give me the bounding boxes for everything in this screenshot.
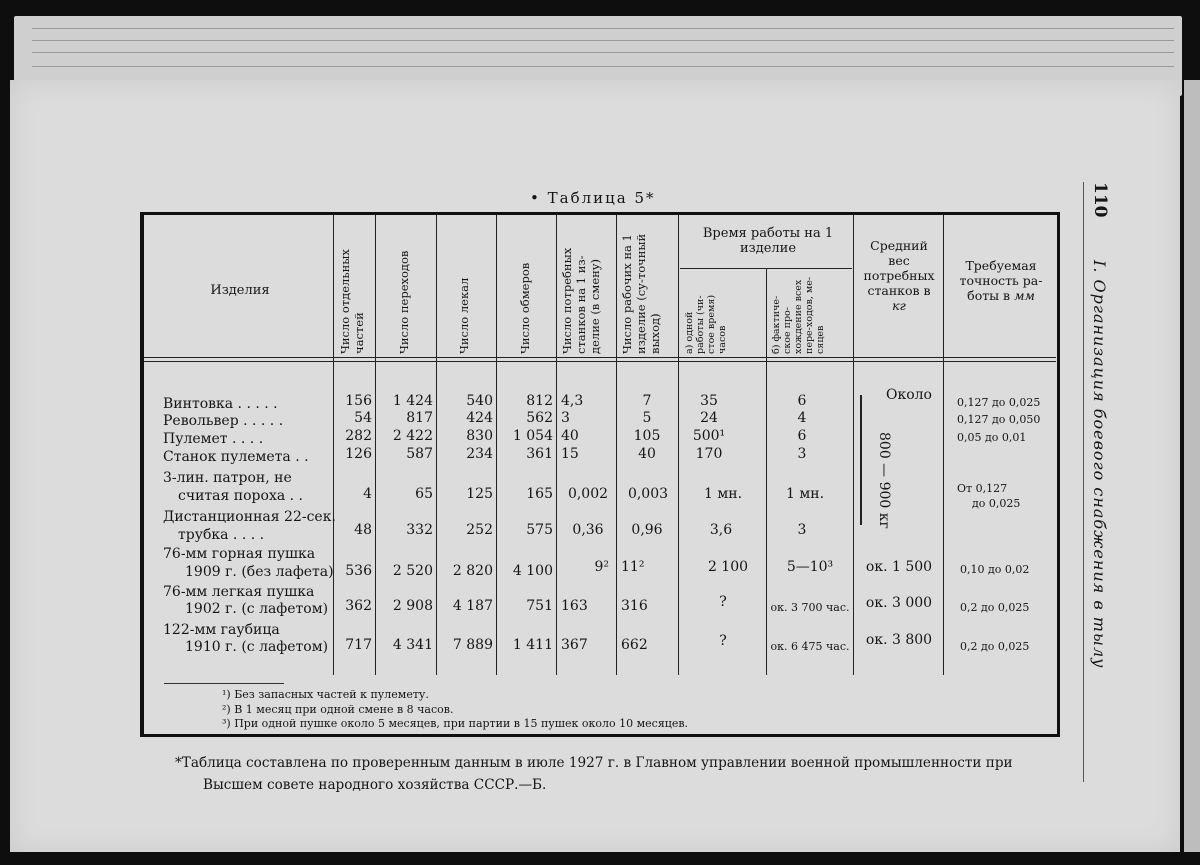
table-cell: 0,127 до 0,025 — [957, 396, 1041, 409]
table-cell: 4 187 — [452, 598, 493, 614]
table-cell: 126 — [345, 446, 372, 462]
table-cell: 367 — [561, 637, 588, 653]
table-cell: 3 — [797, 522, 807, 538]
column-divider — [333, 215, 334, 675]
table-cell: ? — [719, 633, 727, 649]
footnote-3: ³) При одной пушке около 5 месяцев, при партии в 15 пушек около 10 месяцев. — [222, 717, 689, 730]
header-machines-per-item: Число потребных станков на 1 из-делие (в смену) — [560, 247, 602, 354]
table-row-label: 3-лин. патрон, не — [163, 470, 292, 486]
table-cell: 2 100 — [707, 559, 749, 575]
table-cell: 0,002 — [567, 486, 609, 502]
table-cell: 500¹ — [692, 428, 726, 444]
table-cell: 125 — [466, 486, 493, 502]
header-weight-unit: кг — [892, 298, 906, 313]
page-edge-line — [32, 28, 1174, 29]
table-cell: 751 — [526, 598, 553, 614]
table-cell: 575 — [526, 522, 553, 538]
header-accuracy-unit: мм — [1014, 288, 1035, 303]
table-cell: 1 мн. — [785, 486, 825, 502]
table-cell: 4 — [797, 410, 807, 426]
table-cell: 7 — [642, 393, 652, 409]
table-cell: 234 — [466, 446, 493, 462]
column-divider — [436, 215, 437, 675]
table-cell: 4 341 — [392, 637, 433, 653]
footnote-2: ²) В 1 месяц при одной смене в 8 часов. — [222, 703, 454, 716]
table-cell: 536 — [345, 563, 372, 579]
table-cell: 9² — [594, 559, 609, 575]
table-cell: 540 — [466, 393, 493, 409]
table-row-label-cont: считая пороха . . — [178, 488, 303, 504]
table-cell: 332 — [406, 522, 433, 538]
table-cell: 5—10³ — [786, 559, 834, 575]
header-time-b: б) фактиче-ское про-хождение всех пере-ходов, ме-сяцев — [771, 276, 826, 354]
table-cell: 0,96 — [631, 522, 663, 538]
table-cell: 48 — [354, 522, 372, 538]
weight-group-label: Около — [886, 387, 932, 403]
table-row-label: Револьвер . . . . . — [163, 413, 284, 429]
table-row-label: 76-мм горная пушка — [163, 546, 316, 562]
table-cell: 0,127 до 0,050 — [957, 413, 1041, 426]
table-cell: 65 — [415, 486, 433, 502]
table-row-label-cont: 1910 г. (с лафетом) — [185, 639, 329, 655]
table-cell: 562 — [526, 410, 553, 426]
table-cell: 1 424 — [392, 393, 433, 409]
table-cell: 3,6 — [709, 522, 733, 538]
table-cell: 170 — [695, 446, 723, 462]
page-edge-line — [32, 40, 1174, 41]
table-cell: 812 — [526, 393, 553, 409]
column-divider — [616, 215, 617, 675]
table-cell: 40 — [638, 446, 656, 462]
column-divider — [766, 268, 767, 675]
table-cell: 0,05 до 0,01 — [957, 431, 1027, 444]
table-cell: ок. 1 500 — [865, 559, 933, 575]
table-cell: ок. 3 000 — [865, 595, 933, 611]
header-workers-per-item: Число рабочих на 1 изделие (су-точный выход) — [620, 233, 662, 354]
header-accuracy — [948, 258, 1054, 303]
table-row-label: Дистанционная 22-сек. — [163, 509, 336, 525]
weight-group-range: 800 — 900 кг — [876, 432, 892, 529]
table-cell: 424 — [466, 410, 493, 426]
table-cell: 6 — [797, 428, 807, 444]
page-side-edge — [1184, 80, 1200, 852]
header-measurements: Число обмеров — [518, 262, 532, 354]
table-row-label-cont: трубка . . . . — [178, 527, 265, 543]
footnote-rule — [164, 683, 284, 684]
table-cell: 156 — [345, 393, 372, 409]
table-cell: 35 — [700, 393, 718, 409]
table-cell: 6 — [797, 393, 807, 409]
table-cell: 15 — [561, 446, 579, 462]
header-weight — [858, 238, 940, 313]
table-cell: 11² — [621, 559, 645, 575]
table-cell: 2 520 — [392, 563, 433, 579]
table-cell: 4 100 — [512, 563, 553, 579]
table-row-label: Винтовка . . . . . — [163, 396, 278, 412]
table-cell: ? — [719, 594, 727, 610]
footnote-1: ¹) Без запасных частей к пулемету. — [222, 688, 429, 701]
table-cell: 587 — [406, 446, 433, 462]
header-rule — [144, 361, 1056, 362]
header-weight-label: Средний вес потребных станков в — [863, 238, 935, 298]
table-cell: 4,3 — [561, 393, 584, 409]
table-cell: 662 — [621, 637, 648, 653]
page-edge-line — [32, 52, 1174, 53]
column-divider — [556, 215, 557, 675]
table-title: • Таблица 5* — [530, 189, 656, 207]
table-cell: 0,003 — [627, 486, 669, 502]
column-divider — [496, 215, 497, 675]
table-cell: 362 — [345, 598, 372, 614]
header-time-a: а) одной работы (чи-стое время) часов — [684, 294, 728, 354]
table-cell: 2 422 — [392, 428, 433, 444]
table-source-note: *Таблица составлена по проверенным данным в июле 1927 г. в Главном управлении военной промышленности при — [175, 755, 1013, 771]
column-divider — [375, 215, 376, 675]
header-gauges: Число лекал — [457, 277, 471, 354]
header-item: Изделия — [210, 283, 270, 298]
table-cell: 316 — [621, 598, 648, 614]
column-divider — [678, 215, 679, 675]
table-cell: до 0,025 — [972, 497, 1021, 510]
table-cell: 3 — [561, 410, 570, 426]
table-cell: 7 889 — [452, 637, 493, 653]
table-cell: 24 — [700, 410, 718, 426]
table-cell: 717 — [345, 637, 372, 653]
table-cell: 1 мн. — [703, 486, 743, 502]
page-number: 110 — [1090, 182, 1110, 218]
table-cell: 4 — [363, 486, 372, 502]
table-row-label: 122-мм гаубица — [163, 622, 280, 638]
table-cell: 2 908 — [392, 598, 433, 614]
table-row-label: Станок пулемета . . — [163, 449, 309, 465]
table-cell: 830 — [466, 428, 493, 444]
table-cell: 817 — [406, 410, 433, 426]
table-row-label-cont: 1902 г. (с лафетом) — [185, 601, 329, 617]
page-edge-line — [32, 66, 1174, 67]
table-row-label: Пулемет . . . . — [163, 431, 264, 447]
table-cell: ок. 6 475 час. — [770, 640, 850, 653]
table-cell: 252 — [466, 522, 493, 538]
table-cell: 1 054 — [512, 428, 553, 444]
table-cell: 2 820 — [452, 563, 493, 579]
table-cell: 105 — [633, 428, 661, 444]
header-rule — [144, 357, 1056, 358]
header-accuracy-label: Требуемая точность ра-боты в — [959, 258, 1043, 303]
header-operations: Число переходов — [397, 250, 411, 354]
table-cell: ок. 3 800 — [865, 632, 933, 648]
table-cell: 3 — [797, 446, 807, 462]
column-divider — [853, 215, 854, 675]
header-parts: Число отдельных частей — [338, 249, 366, 354]
table-cell: 0,2 до 0,025 — [960, 640, 1030, 653]
table-cell: 0,2 до 0,025 — [960, 601, 1030, 614]
table-cell: 40 — [561, 428, 579, 444]
table-cell: ок. 3 700 час. — [770, 601, 850, 614]
table-row-label: 76-мм легкая пушка — [163, 584, 315, 600]
table-cell: 282 — [345, 428, 372, 444]
running-head-rule — [1083, 182, 1084, 782]
table-cell: 1 411 — [512, 637, 553, 653]
table-cell: 361 — [526, 446, 553, 462]
header-time-group: Время работы на 1 изделие — [702, 226, 834, 256]
table-cell: От 0,127 — [957, 482, 1008, 495]
weight-group-brace — [860, 395, 862, 525]
table-cell: 165 — [526, 486, 553, 502]
table-source-note-cont: Высшем совете народного хозяйства СССР.—Б. — [203, 777, 547, 793]
table-cell: 163 — [561, 598, 588, 614]
table-cell: 0,10 до 0,02 — [960, 563, 1030, 576]
running-head: I. Организация боевого снабжения в тылу — [1090, 260, 1109, 669]
column-divider — [943, 215, 944, 675]
table-cell: 0,36 — [572, 522, 604, 538]
table-row-label-cont: 1909 г. (без лафета) — [185, 564, 334, 580]
table-cell: 54 — [354, 410, 372, 426]
table-cell: 5 — [642, 410, 652, 426]
